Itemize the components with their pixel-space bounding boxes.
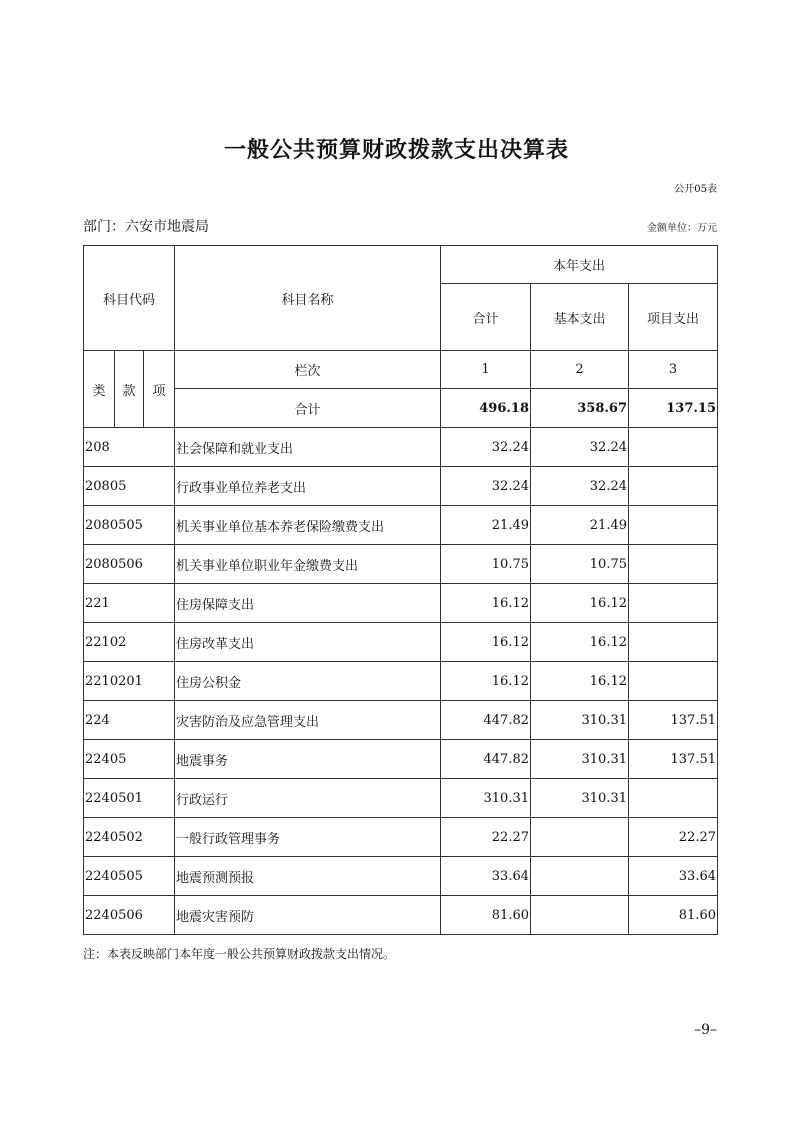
col-number-3: 3: [629, 351, 718, 389]
header-lanci: 栏次: [175, 351, 441, 389]
row-project: 137.51: [629, 701, 718, 740]
row-project: [629, 545, 718, 584]
totals-total: 496.18: [441, 389, 531, 428]
table-row: [84, 467, 718, 506]
footnote: 注：本表反映部门本年度一般公共预算财政拨款支出情况。: [83, 947, 396, 961]
row-basic: 310.31: [531, 740, 629, 779]
row-name: 地震灾害预防: [175, 896, 441, 935]
row-project: 81.60: [629, 896, 718, 935]
table-row: [84, 506, 718, 545]
row-basic: 310.31: [531, 701, 629, 740]
table-row: [84, 701, 718, 740]
row-project: [629, 428, 718, 467]
page-number: –9–: [694, 1022, 717, 1038]
row-basic: 32.24: [531, 467, 629, 506]
header-xiang: 项: [144, 351, 175, 428]
row-total: 310.31: [441, 779, 531, 818]
row-name: 住房保障支出: [175, 584, 441, 623]
row-code: 2240505: [84, 857, 175, 896]
row-basic: [531, 896, 629, 935]
table-row: [84, 740, 718, 779]
row-total: 32.24: [441, 428, 531, 467]
form-number: 公开05表: [674, 184, 717, 195]
row-name: 社会保障和就业支出: [175, 428, 441, 467]
table-row: [84, 857, 718, 896]
row-code: 224: [84, 701, 175, 740]
row-code: 22405: [84, 740, 175, 779]
row-name: 机关事业单位职业年金缴费支出: [175, 545, 441, 584]
header-code: 科目代码: [84, 246, 175, 351]
table-row: [84, 545, 718, 584]
row-project: 22.27: [629, 818, 718, 857]
row-total: 32.24: [441, 467, 531, 506]
row-name: 一般行政管理事务: [175, 818, 441, 857]
row-basic: 16.12: [531, 623, 629, 662]
row-name: 灾害防治及应急管理支出: [175, 701, 441, 740]
row-total: 81.60: [441, 896, 531, 935]
totals-row: [84, 389, 718, 428]
row-basic: [531, 857, 629, 896]
row-basic: 32.24: [531, 428, 629, 467]
row-total: 16.12: [441, 584, 531, 623]
row-project: 33.64: [629, 857, 718, 896]
row-total: 16.12: [441, 623, 531, 662]
row-project: [629, 662, 718, 701]
totals-label: 合计: [175, 389, 441, 428]
header-name: 科目名称: [175, 246, 441, 351]
row-code: 22102: [84, 623, 175, 662]
header-lei: 类: [84, 351, 115, 428]
row-code: 2080506: [84, 545, 175, 584]
row-project: 137.51: [629, 740, 718, 779]
row-name: 住房改革支出: [175, 623, 441, 662]
table-row: [84, 584, 718, 623]
amount-unit: 金额单位：万元: [647, 223, 717, 234]
table-row: [84, 428, 718, 467]
col-number-2: 2: [531, 351, 629, 389]
totals-basic: 358.67: [531, 389, 629, 428]
row-code: 221: [84, 584, 175, 623]
row-name: 地震事务: [175, 740, 441, 779]
page-title: 一般公共预算财政拨款支出决算表: [223, 137, 569, 163]
row-name: 行政事业单位养老支出: [175, 467, 441, 506]
header-basic: 基本支出: [531, 284, 629, 351]
table-row: [84, 662, 718, 701]
row-total: 33.64: [441, 857, 531, 896]
row-project: [629, 506, 718, 545]
row-name: 行政运行: [175, 779, 441, 818]
row-project: [629, 467, 718, 506]
row-total: 16.12: [441, 662, 531, 701]
row-total: 447.82: [441, 701, 531, 740]
row-total: 10.75: [441, 545, 531, 584]
row-code: 208: [84, 428, 175, 467]
row-code: 2240502: [84, 818, 175, 857]
row-total: 22.27: [441, 818, 531, 857]
row-project: [629, 623, 718, 662]
row-basic: 310.31: [531, 779, 629, 818]
header-group: 本年支出: [441, 246, 718, 284]
row-project: [629, 779, 718, 818]
row-name: 住房公积金: [175, 662, 441, 701]
table-row: [84, 623, 718, 662]
row-total: 21.49: [441, 506, 531, 545]
header-kuan: 款: [115, 351, 144, 428]
row-code: 2080505: [84, 506, 175, 545]
row-code: 2240501: [84, 779, 175, 818]
row-code: 2240506: [84, 896, 175, 935]
row-basic: 16.12: [531, 662, 629, 701]
row-basic: 10.75: [531, 545, 629, 584]
row-basic: 21.49: [531, 506, 629, 545]
table-row: [84, 818, 718, 857]
row-basic: 16.12: [531, 584, 629, 623]
row-basic: [531, 818, 629, 857]
table-row: [84, 896, 718, 935]
department-label: 部门：六安市地震局: [83, 219, 209, 235]
row-project: [629, 584, 718, 623]
totals-project: 137.15: [629, 389, 718, 428]
col-number-1: 1: [441, 351, 531, 389]
row-name: 机关事业单位基本养老保险缴费支出: [175, 506, 441, 545]
row-total: 447.82: [441, 740, 531, 779]
row-name: 地震预测预报: [175, 857, 441, 896]
header-project: 项目支出: [629, 284, 718, 351]
table-row: [84, 779, 718, 818]
expenditure-table: [83, 245, 718, 935]
header-total: 合计: [441, 284, 531, 351]
row-code: 2210201: [84, 662, 175, 701]
row-code: 20805: [84, 467, 175, 506]
